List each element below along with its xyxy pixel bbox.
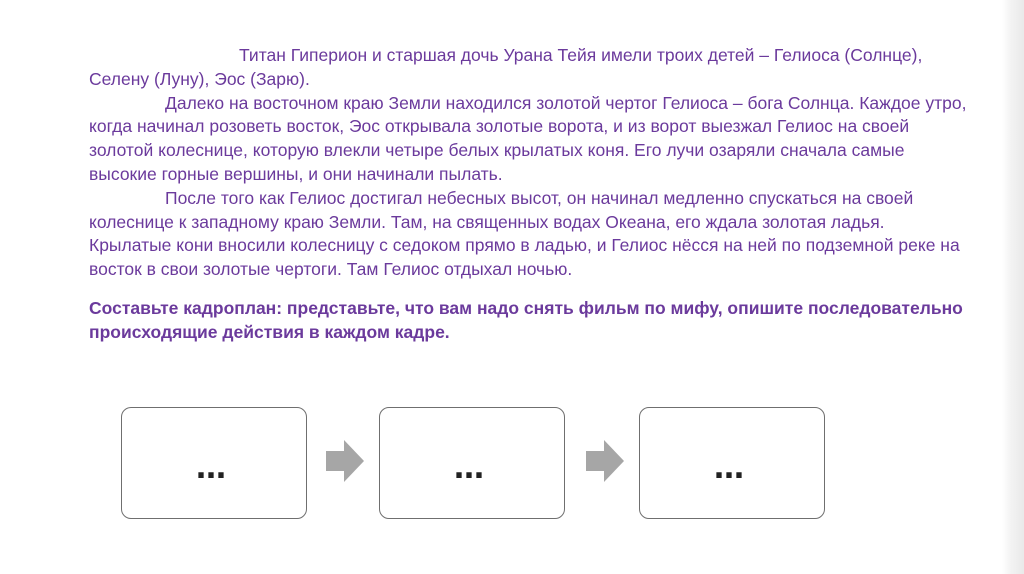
story-paragraph-1: Титан Гиперион и старшая дочь Урана Тейя имели троих детей – Гелиоса (Солнце), Селену (Луну), Эос (Зарю). [89,45,923,89]
storyboard-frame-1 [121,407,307,519]
task-instruction: Составьте кадроплан: представьте, что вам надо снять фильм по мифу, опишите последовательно происходящие действия в каждом кадре. [89,298,963,342]
story-paragraph-2: Далеко на восточном краю Земли находился золотой чертог Гелиоса – бога Солнца. Каждое утро, когда начинал розоветь восток, Эос открывала золотые ворота, и из ворот выезжал Гелиос на своей золотой колеснице, которую влекли четыре белых крылатых коня. Его лучи озаряли сначала самые высокие горные вершины, и они начинали пылать. [89,92,967,184]
arrow-right-icon [326,440,364,482]
frame-placeholder: … [454,450,490,486]
frame-placeholder: … [714,450,750,486]
storyboard-frame-3 [639,407,825,519]
story-paragraph-3: После того как Гелиос достигал небесных высот, он начинал медленно спускаться на своей колеснице к западному краю Земли. Там, на священных водах Океана, его ждала золотая ладья. Крылатые кони вносили колесницу с седоком прямо в ладью, и Гелиос нёсся на ней по подземной реке на восток в свои золотые чертоги. Там Гелиос отдыхал ночью. [89,187,960,280]
storyboard-frame-2 [379,407,565,519]
frame-placeholder: … [196,450,232,486]
arrow-right-icon [586,440,624,482]
story-text [89,44,969,282]
slide-edge-shadow [1002,0,1024,574]
